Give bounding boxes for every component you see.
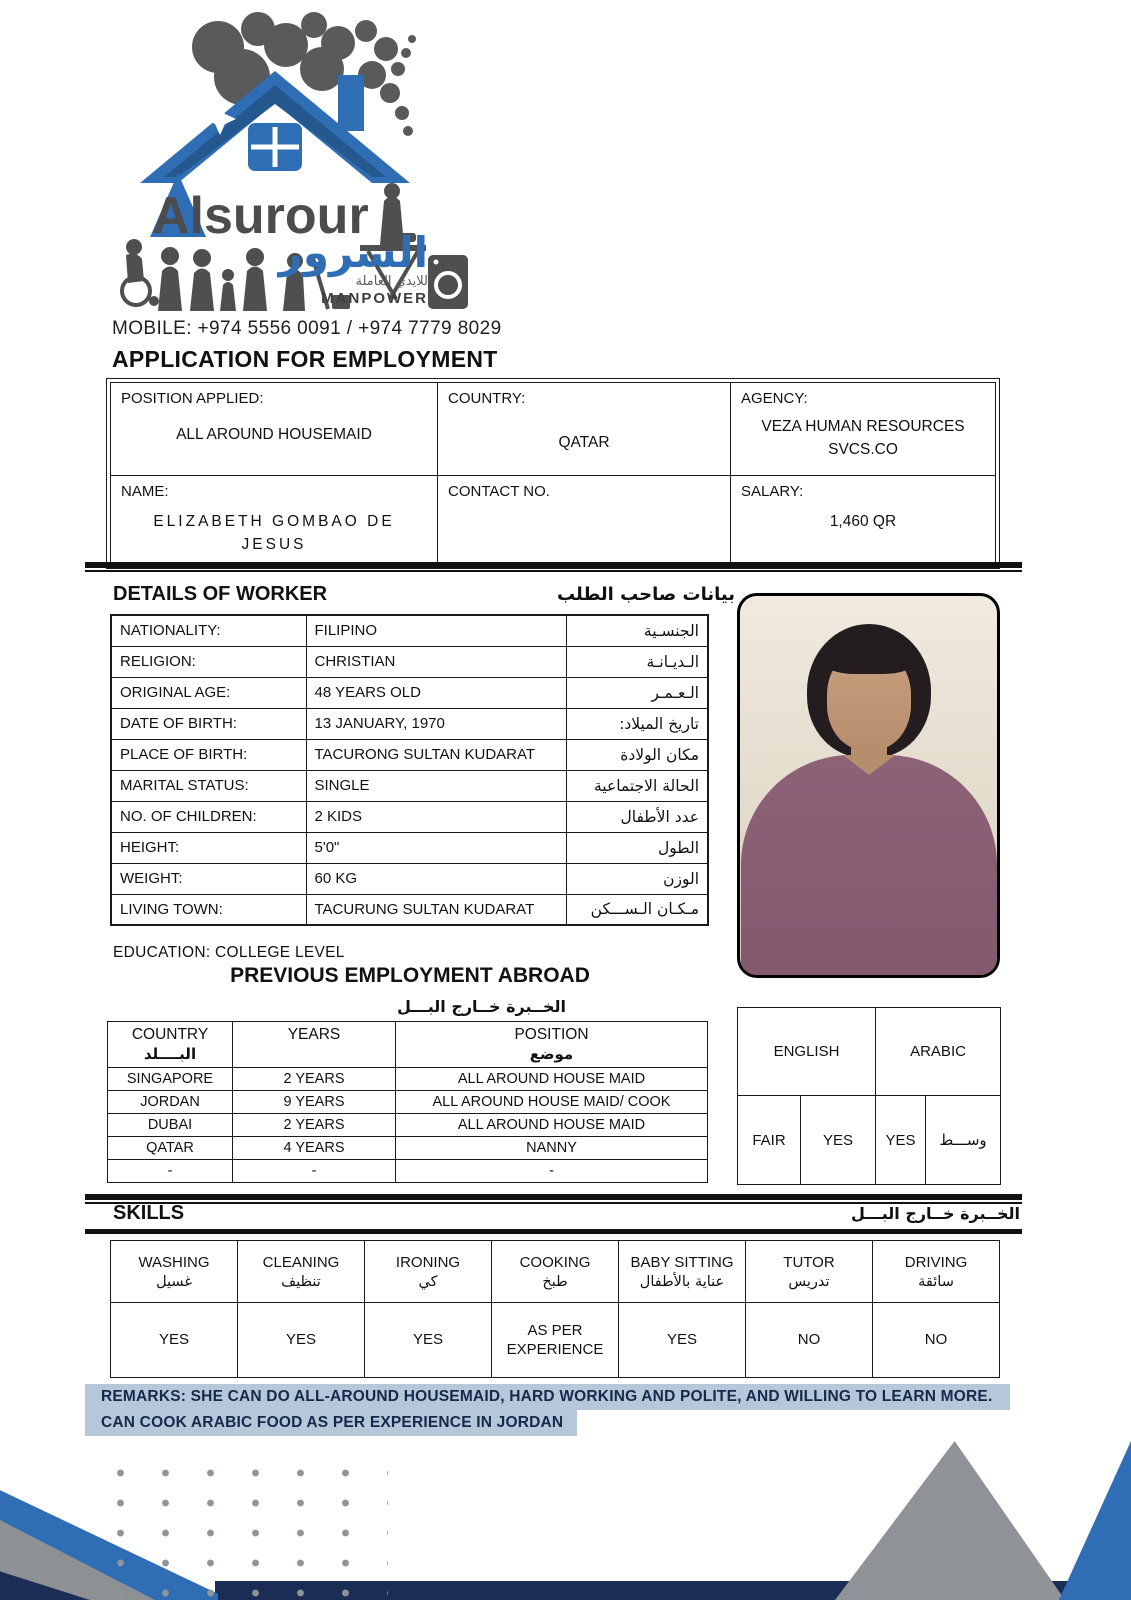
previous-employment-table xyxy=(107,1021,708,1183)
skill-name-arabic: غسيل xyxy=(156,1273,192,1290)
agency-value: VEZA HUMAN RESOURCES SVCS.CO xyxy=(761,418,965,459)
skill-name-arabic: كي xyxy=(418,1273,438,1290)
detail-value: 60 KG xyxy=(306,863,566,894)
table-row xyxy=(738,1096,1001,1185)
name-label: NAME: xyxy=(121,483,169,500)
country-value: QATAR xyxy=(558,434,610,451)
detail-arabic-label: تاريخ الميلاد: xyxy=(566,708,708,739)
table-row xyxy=(108,1160,708,1183)
table-row xyxy=(111,615,708,646)
skill-header-driving xyxy=(873,1241,1000,1303)
arabic-value: YES xyxy=(876,1096,926,1185)
employment-country: JORDAN xyxy=(108,1091,233,1114)
detail-arabic-label: عدد الأطفال xyxy=(566,801,708,832)
employment-position: ALL AROUND HOUSE MAID xyxy=(396,1068,708,1091)
detail-arabic-label: مكان الولادة xyxy=(566,739,708,770)
worker-details-table xyxy=(110,614,709,926)
detail-value: TACURONG SULTAN KUDARAT xyxy=(306,739,566,770)
detail-label: HEIGHT: xyxy=(111,832,306,863)
name-cell xyxy=(111,476,438,565)
salary-label: SALARY: xyxy=(741,483,804,500)
details-title-arabic: بيانات صاحب الطلب xyxy=(556,584,735,605)
employment-years: 2 YEARS xyxy=(233,1114,396,1137)
position-cell xyxy=(111,383,438,476)
logo-brand-arabic: السرور xyxy=(278,228,428,277)
column-header-years xyxy=(233,1022,396,1068)
employment-years: 9 YEARS xyxy=(233,1091,396,1114)
years-header-label: YEARS xyxy=(287,1026,341,1043)
english-level: FAIR xyxy=(738,1096,801,1185)
skill-name: CLEANING xyxy=(262,1253,340,1271)
application-summary-table xyxy=(110,382,996,565)
detail-value: 5'0" xyxy=(306,832,566,863)
languages-table xyxy=(737,1007,1001,1185)
photo-body-shape xyxy=(741,755,997,978)
skill-value-driving: NO xyxy=(873,1303,1000,1378)
table-row xyxy=(111,894,708,925)
education-line: EDUCATION: COLLEGE LEVEL xyxy=(113,944,345,961)
table-row xyxy=(111,770,708,801)
logo-tagline-arabic: للايدي العاملة xyxy=(355,274,428,289)
detail-value: SINGLE xyxy=(306,770,566,801)
table-row xyxy=(111,739,708,770)
skill-name: IRONING xyxy=(395,1253,461,1271)
contact-label: CONTACT NO. xyxy=(448,483,550,500)
skills-table xyxy=(110,1240,1000,1378)
detail-arabic-label: الطول xyxy=(566,832,708,863)
photo-bangs-shape xyxy=(822,640,916,674)
employment-country: DUBAI xyxy=(108,1114,233,1137)
position-value: ALL AROUND HOUSEMAID xyxy=(176,426,372,443)
section-divider xyxy=(85,1229,1022,1234)
detail-arabic-label: الجنسـية xyxy=(566,615,708,646)
detail-arabic-label: الـعـمـر xyxy=(566,677,708,708)
employment-years: 4 YEARS xyxy=(233,1137,396,1160)
position-header-arabic: موضع xyxy=(529,1045,574,1063)
skill-name-arabic: تدريس xyxy=(788,1273,830,1290)
detail-label: RELIGION: xyxy=(111,646,306,677)
salary-cell xyxy=(731,476,996,565)
skill-value-tutor: NO xyxy=(746,1303,873,1378)
worker-photo xyxy=(737,593,1000,978)
employment-country: - xyxy=(108,1160,233,1183)
detail-value: 13 JANUARY, 1970 xyxy=(306,708,566,739)
skill-header-washing xyxy=(111,1241,238,1303)
skills-section-heading xyxy=(113,1202,1020,1225)
skill-header-cleaning xyxy=(238,1241,365,1303)
employment-years: 2 YEARS xyxy=(233,1068,396,1091)
table-row xyxy=(111,801,708,832)
name-value: ELIZABETH GOMBAO DE JESUS xyxy=(153,513,395,554)
photo-collar-shape xyxy=(843,755,895,775)
detail-label: MARITAL STATUS: xyxy=(111,770,306,801)
employment-country: SINGAPORE xyxy=(108,1068,233,1091)
details-title: DETAILS OF WORKER xyxy=(113,583,328,605)
skill-name: COOKING xyxy=(519,1253,591,1271)
english-value: YES xyxy=(801,1096,876,1185)
skill-value-ironing: YES xyxy=(365,1303,492,1378)
salary-value: 1,460 QR xyxy=(829,513,897,530)
employment-years: - xyxy=(233,1160,396,1183)
document-title: APPLICATION FOR EMPLOYMENT xyxy=(112,346,498,372)
skill-name-arabic: عناية بالأطفال xyxy=(639,1273,725,1290)
skill-name: DRIVING xyxy=(904,1253,968,1271)
table-header-row xyxy=(738,1008,1001,1096)
skill-header-cooking xyxy=(492,1241,619,1303)
skill-name-arabic: تنظيف xyxy=(281,1273,321,1290)
agency-cell xyxy=(731,383,996,476)
skill-value-cleaning: YES xyxy=(238,1303,365,1378)
detail-label: NO. OF CHILDREN: xyxy=(111,801,306,832)
arabic-level: وســـط xyxy=(926,1096,1001,1185)
arabic-header: ARABIC xyxy=(876,1008,1001,1096)
detail-label: LIVING TOWN: xyxy=(111,894,306,925)
table-row xyxy=(111,832,708,863)
table-header-row xyxy=(108,1022,708,1068)
detail-arabic-label: الـديـانـة xyxy=(566,646,708,677)
column-header-country xyxy=(108,1022,233,1068)
detail-label: WEIGHT: xyxy=(111,863,306,894)
employment-position: - xyxy=(396,1160,708,1183)
detail-label: DATE OF BIRTH: xyxy=(111,708,306,739)
skill-name: TUTOR xyxy=(783,1253,835,1271)
table-row xyxy=(111,1303,1000,1378)
employment-title: PREVIOUS EMPLOYMENT ABROAD xyxy=(230,964,590,987)
employment-position: NANNY xyxy=(396,1137,708,1160)
logo-brand-latin: Alsurour xyxy=(152,187,369,245)
detail-arabic-label: الوزن xyxy=(566,863,708,894)
agency-logo xyxy=(90,5,470,317)
detail-label: NATIONALITY: xyxy=(111,615,306,646)
country-header-label: COUNTRY xyxy=(131,1026,209,1043)
skill-value-washing: YES xyxy=(111,1303,238,1378)
skill-header-tutor xyxy=(746,1241,873,1303)
skill-name-arabic: سائقة xyxy=(918,1273,954,1290)
skill-header-babysitting xyxy=(619,1241,746,1303)
table-row xyxy=(111,708,708,739)
english-header: ENGLISH xyxy=(738,1008,876,1096)
column-header-position xyxy=(396,1022,708,1068)
skills-title: SKILLS xyxy=(113,1202,185,1224)
skill-name: WASHING xyxy=(138,1253,210,1271)
remarks-line-2: CAN COOK ARABIC FOOD AS PER EXPERIENCE IN JORDAN xyxy=(85,1410,577,1436)
remarks-line-1: REMARKS: SHE CAN DO ALL-AROUND HOUSEMAID, HARD WORKING AND POLITE, AND WILLING TO LEARN MORE. xyxy=(85,1384,1010,1410)
table-row xyxy=(111,863,708,894)
country-label: COUNTRY: xyxy=(448,390,526,407)
detail-label: PLACE OF BIRTH: xyxy=(111,739,306,770)
detail-value: 2 KIDS xyxy=(306,801,566,832)
detail-value: FILIPINO xyxy=(306,615,566,646)
detail-arabic-label: الحالة الاجتماعية xyxy=(566,770,708,801)
agency-label: AGENCY: xyxy=(741,390,808,407)
skill-value-cooking: AS PER EXPERIENCE xyxy=(492,1303,619,1378)
employment-position: ALL AROUND HOUSE MAID xyxy=(396,1114,708,1137)
employment-position: ALL AROUND HOUSE MAID/ COOK xyxy=(396,1091,708,1114)
logo-tagline-latin: MANPOWER xyxy=(321,290,428,307)
contact-cell xyxy=(438,476,731,565)
mobile-numbers: MOBILE: +974 5556 0091 / +974 7779 8029 xyxy=(112,318,502,339)
table-header-row xyxy=(111,1241,1000,1303)
skill-header-ironing xyxy=(365,1241,492,1303)
position-header-label: POSITION xyxy=(514,1026,589,1043)
skill-name-arabic: طبخ xyxy=(542,1273,568,1290)
dots-pattern-decoration xyxy=(92,1452,388,1600)
table-row xyxy=(108,1137,708,1160)
country-cell xyxy=(438,383,731,476)
position-label: POSITION APPLIED: xyxy=(121,390,264,407)
table-row xyxy=(108,1068,708,1091)
bottom-right-gray-triangle-decoration xyxy=(835,1441,1065,1600)
detail-arabic-label: مـكـان الـســـكن xyxy=(566,894,708,925)
detail-value: CHRISTIAN xyxy=(306,646,566,677)
detail-value: TACURUNG SULTAN KUDARAT xyxy=(306,894,566,925)
table-row xyxy=(111,677,708,708)
skill-value-babysitting: YES xyxy=(619,1303,746,1378)
table-row xyxy=(111,646,708,677)
skill-name: BABY SITTING xyxy=(630,1253,734,1271)
details-section-heading xyxy=(113,583,735,606)
skills-title-arabic: الخــبرة خــارج البـــل xyxy=(851,1204,1020,1223)
detail-label: ORIGINAL AGE: xyxy=(111,677,306,708)
employment-title-arabic: الخــبرة خــارج البـــل xyxy=(397,997,566,1016)
detail-value: 48 YEARS OLD xyxy=(306,677,566,708)
washing-machine-icon xyxy=(428,255,468,309)
table-row xyxy=(108,1091,708,1114)
country-header-arabic: البــــلد xyxy=(143,1045,197,1063)
section-divider xyxy=(85,562,1022,572)
employment-country: QATAR xyxy=(108,1137,233,1160)
table-row xyxy=(108,1114,708,1137)
